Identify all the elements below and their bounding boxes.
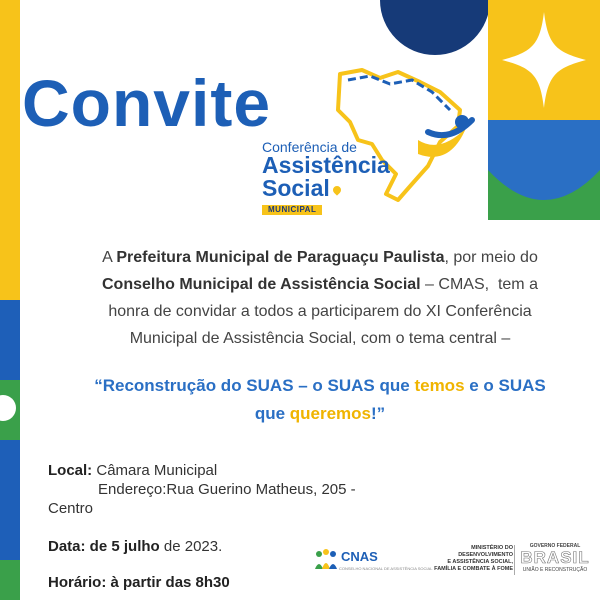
conference-line3 [262,177,390,200]
event-time [48,573,230,592]
invitation-text: , por meio do [444,249,538,266]
time-label: Horário: [48,574,107,591]
theme-text: !” [371,404,386,423]
event-date [48,537,222,556]
event-address: Endereço:Rua Guerino Matheus, 205 - [98,481,356,498]
star-sparkle-icon [488,0,600,120]
ministry-line: MINISTÉRIO DO [471,545,513,551]
theme-text: que [254,404,290,423]
conference-line2: Assistência [262,152,390,178]
conference-logo-text [262,140,390,216]
ministry-logo [418,545,513,573]
invitation-line3: honra de convidar a todos a participarem do XI Conferência [108,303,532,320]
local-value: Câmara Municipal [92,462,218,479]
federal-government-logo [520,543,590,573]
cnas-subtitle: CONSELHO NACIONAL DE ASSISTÊNCIA SOCIAL [339,566,433,571]
date-label: Data: [48,538,86,555]
theme-line1 [40,372,600,400]
municipal-badge: MUNICIPAL [262,205,322,215]
prefeitura-name: Prefeitura Municipal de Paraguaçu Paulista [116,249,445,266]
left-strip-green-bottom [0,560,20,600]
conference-line3-text: Social [262,175,330,201]
local-label: Local: [48,462,93,479]
location-pin-icon [331,184,342,195]
ministry-line: FAMÍLIA E COMBATE À FOME [434,566,513,572]
decorative-arc [488,170,600,220]
date-year: de 2023. [159,538,223,555]
date-value: de 5 julho [85,538,160,555]
central-theme [40,372,600,428]
theme-highlight: temos [414,376,465,395]
event-address-line2: Centro [48,500,94,517]
cnas-logo [313,548,432,571]
invitation-text: – CMAS, tem a [420,276,538,293]
left-decorative-strip [0,0,20,600]
footer-divider [514,545,515,575]
theme-text: e o SUAS [464,376,546,395]
gov-slogan: UNIÃO E RECONSTRUÇÃO [522,567,588,573]
theme-line2 [40,400,600,428]
invitation-text: A [102,249,117,266]
page-title: Convite [22,66,272,140]
theme-text: “Reconstrução do SUAS – o SUAS que [94,376,415,395]
decorative-yellow-block [488,0,600,120]
cnas-name: CNAS [341,549,378,564]
time-value: à partir das 8h30 [106,574,230,591]
decorative-blue-block [488,120,600,170]
decorative-navy-circle [380,0,490,55]
ministry-line: E ASSISTÊNCIA SOCIAL, [447,559,513,565]
invitation-line1 [40,244,600,271]
invitation-paragraph [40,244,600,352]
conference-line1: Conferência de [262,139,357,155]
ministry-line: DESENVOLVIMENTO [458,552,513,558]
people-icon [313,549,339,571]
gov-brasil-text: BRASIL [520,548,590,567]
council-name: Conselho Municipal de Assistência Social [102,276,421,293]
invitation-line4: Municipal de Assistência Social, com o tema central – [129,330,511,347]
invitation-line2 [40,271,600,298]
left-strip-blue [0,300,20,600]
theme-highlight: queremos [289,404,372,423]
gov-top-text: GOVERNO FEDERAL [529,543,581,549]
decorative-green-block [488,170,600,220]
event-location [48,461,217,480]
